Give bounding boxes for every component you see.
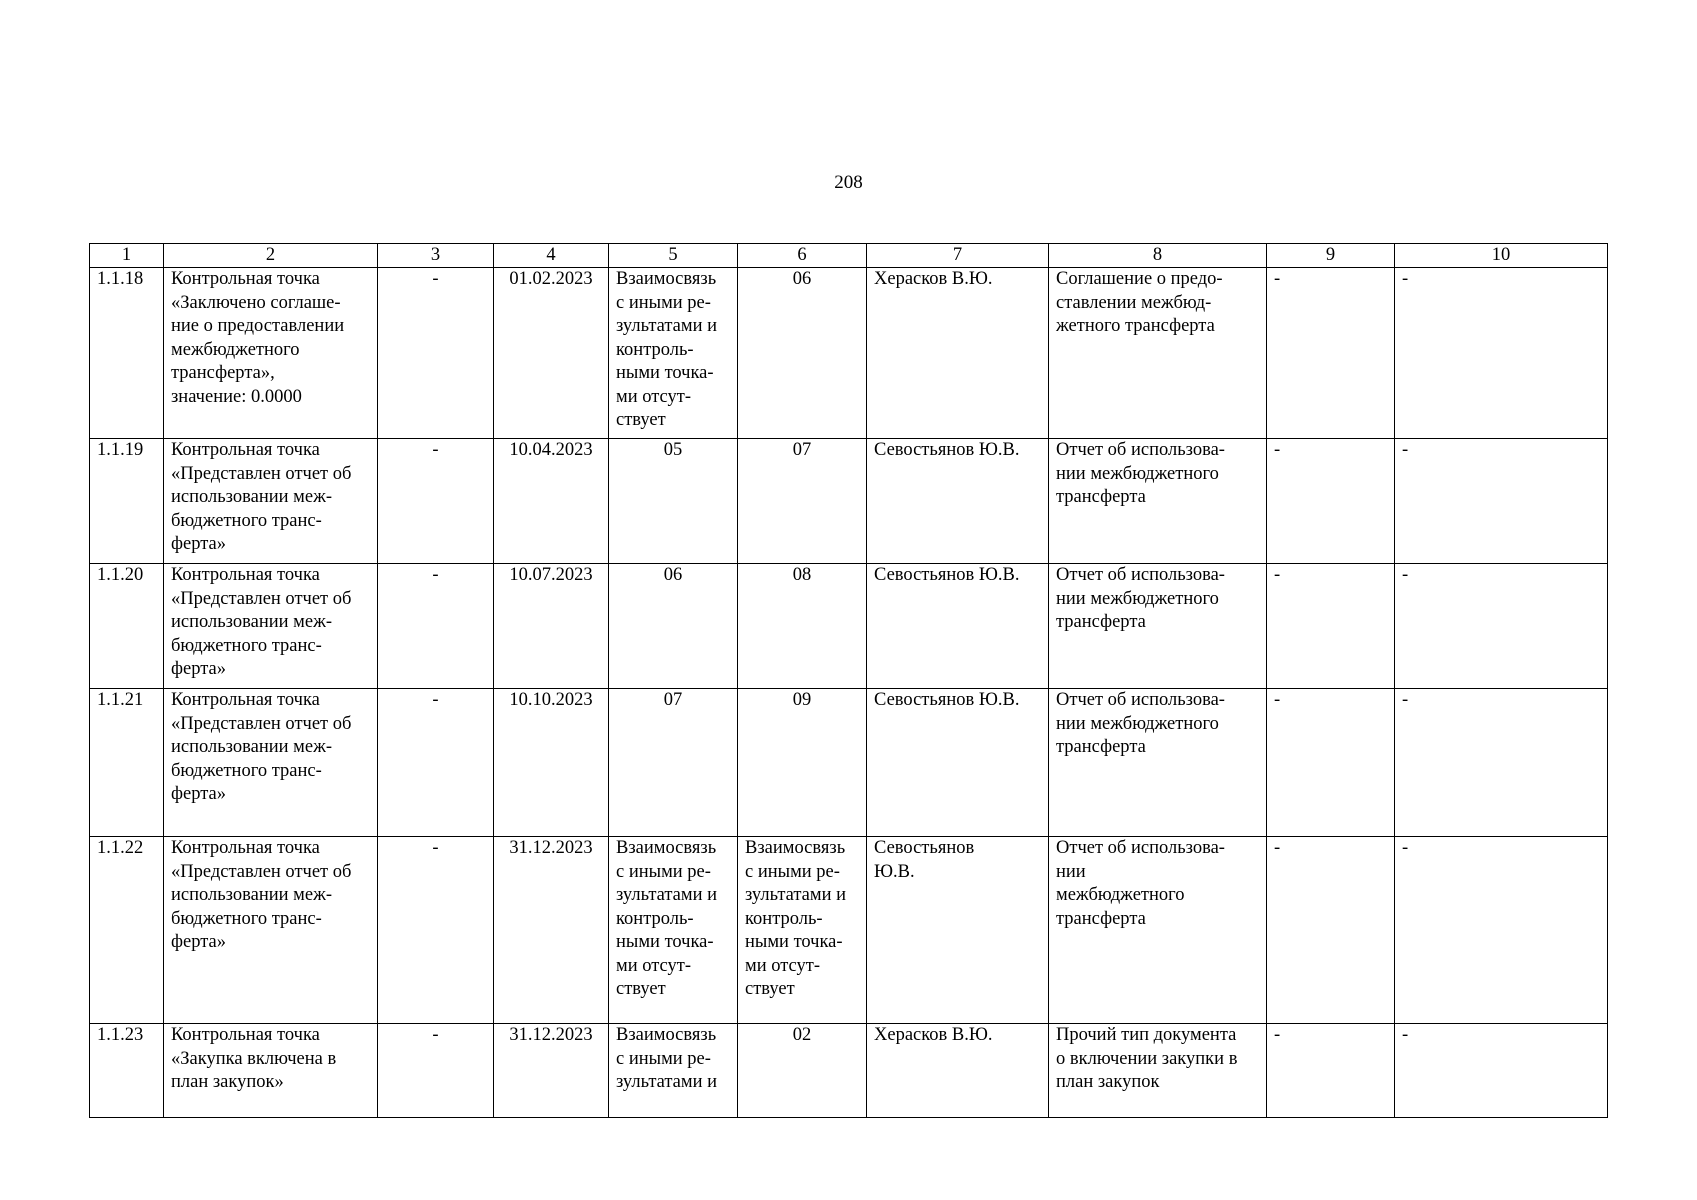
cell-col6: 07 bbox=[738, 439, 867, 564]
table-row bbox=[90, 439, 1608, 564]
cell-col5: 05 bbox=[609, 439, 738, 564]
cell-col10: - bbox=[1395, 837, 1608, 1024]
table-row bbox=[90, 268, 1608, 439]
cell-col9: - bbox=[1267, 689, 1395, 837]
cell-col3: - bbox=[378, 439, 494, 564]
cell-col3: - bbox=[378, 564, 494, 689]
column-header: 6 bbox=[738, 244, 867, 268]
responsible-person: Херасков В.Ю. bbox=[867, 268, 1049, 439]
document-type: Отчет об использова- нии межбюджетного трансферта bbox=[1049, 837, 1267, 1024]
row-number: 1.1.18 bbox=[90, 268, 164, 439]
row-number: 1.1.22 bbox=[90, 837, 164, 1024]
control-point-name: Контрольная точка «Представлен отчет об использовании меж- бюджетного транс- ферта» bbox=[164, 439, 378, 564]
column-header: 4 bbox=[494, 244, 609, 268]
cell-col6: 08 bbox=[738, 564, 867, 689]
row-number: 1.1.19 bbox=[90, 439, 164, 564]
cell-col5: Взаимосвязь с иными ре- зультатами и контроль- ными точка- ми отсут- ствует bbox=[609, 837, 738, 1024]
cell-col3: - bbox=[378, 268, 494, 439]
cell-col6: Взаимосвязь с иными ре- зультатами и контроль- ными точка- ми отсут- ствует bbox=[738, 837, 867, 1024]
deadline-date: 01.02.2023 bbox=[494, 268, 609, 439]
cell-col3: - bbox=[378, 1024, 494, 1118]
cell-col10: - bbox=[1395, 1024, 1608, 1118]
control-point-name: Контрольная точка «Закупка включена в план закупок» bbox=[164, 1024, 378, 1118]
deadline-date: 10.07.2023 bbox=[494, 564, 609, 689]
cell-col9: - bbox=[1267, 439, 1395, 564]
control-point-name: Контрольная точка «Представлен отчет об использовании меж- бюджетного транс- ферта» bbox=[164, 837, 378, 1024]
column-header: 9 bbox=[1267, 244, 1395, 268]
page-number: 208 bbox=[834, 172, 863, 193]
cell-col6: 09 bbox=[738, 689, 867, 837]
column-header: 2 bbox=[164, 244, 378, 268]
header-row bbox=[90, 244, 1608, 268]
table-row bbox=[90, 1024, 1608, 1118]
cell-col10: - bbox=[1395, 564, 1608, 689]
cell-col6: 02 bbox=[738, 1024, 867, 1118]
document-type: Отчет об использова- нии межбюджетного трансферта bbox=[1049, 564, 1267, 689]
deadline-date: 31.12.2023 bbox=[494, 837, 609, 1024]
control-point-name: Контрольная точка «Представлен отчет об использовании меж- бюджетного транс- ферта» bbox=[164, 564, 378, 689]
document-type: Отчет об использова- нии межбюджетного трансферта bbox=[1049, 689, 1267, 837]
deadline-date: 10.10.2023 bbox=[494, 689, 609, 837]
column-header: 3 bbox=[378, 244, 494, 268]
table-row bbox=[90, 689, 1608, 837]
document-type: Отчет об использова- нии межбюджетного трансферта bbox=[1049, 439, 1267, 564]
responsible-person: Херасков В.Ю. bbox=[867, 1024, 1049, 1118]
document-type: Соглашение о предо- ставлении межбюд- жетного трансферта bbox=[1049, 268, 1267, 439]
control-point-name: Контрольная точка «Представлен отчет об использовании меж- бюджетного транс- ферта» bbox=[164, 689, 378, 837]
column-header: 8 bbox=[1049, 244, 1267, 268]
cell-col10: - bbox=[1395, 689, 1608, 837]
deadline-date: 10.04.2023 bbox=[494, 439, 609, 564]
document-type: Прочий тип документа о включении закупки в план закупок bbox=[1049, 1024, 1267, 1118]
cell-col9: - bbox=[1267, 1024, 1395, 1118]
cell-col3: - bbox=[378, 689, 494, 837]
column-header: 1 bbox=[90, 244, 164, 268]
column-header: 5 bbox=[609, 244, 738, 268]
control-points-table bbox=[89, 243, 1608, 1118]
cell-col5: 07 bbox=[609, 689, 738, 837]
cell-col5: 06 bbox=[609, 564, 738, 689]
cell-col5: Взаимосвязь с иными ре- зультатами и bbox=[609, 1024, 738, 1118]
cell-col10: - bbox=[1395, 439, 1608, 564]
row-number: 1.1.23 bbox=[90, 1024, 164, 1118]
table-row bbox=[90, 837, 1608, 1024]
responsible-person: Севостьянов Ю.В. bbox=[867, 837, 1049, 1024]
responsible-person: Севостьянов Ю.В. bbox=[867, 689, 1049, 837]
deadline-date: 31.12.2023 bbox=[494, 1024, 609, 1118]
cell-col6: 06 bbox=[738, 268, 867, 439]
responsible-person: Севостьянов Ю.В. bbox=[867, 439, 1049, 564]
row-number: 1.1.21 bbox=[90, 689, 164, 837]
column-header: 10 bbox=[1395, 244, 1608, 268]
control-point-name: Контрольная точка «Заключено соглаше- ние о предоставлении межбюджетного трансферта», значение: 0.0000 bbox=[164, 268, 378, 439]
cell-col3: - bbox=[378, 837, 494, 1024]
cell-col9: - bbox=[1267, 837, 1395, 1024]
cell-col10: - bbox=[1395, 268, 1608, 439]
responsible-person: Севостьянов Ю.В. bbox=[867, 564, 1049, 689]
row-number: 1.1.20 bbox=[90, 564, 164, 689]
cell-col5: Взаимосвязь с иными ре- зультатами и контроль- ными точка- ми отсут- ствует bbox=[609, 268, 738, 439]
column-header: 7 bbox=[867, 244, 1049, 268]
cell-col9: - bbox=[1267, 564, 1395, 689]
cell-col9: - bbox=[1267, 268, 1395, 439]
table-row bbox=[90, 564, 1608, 689]
